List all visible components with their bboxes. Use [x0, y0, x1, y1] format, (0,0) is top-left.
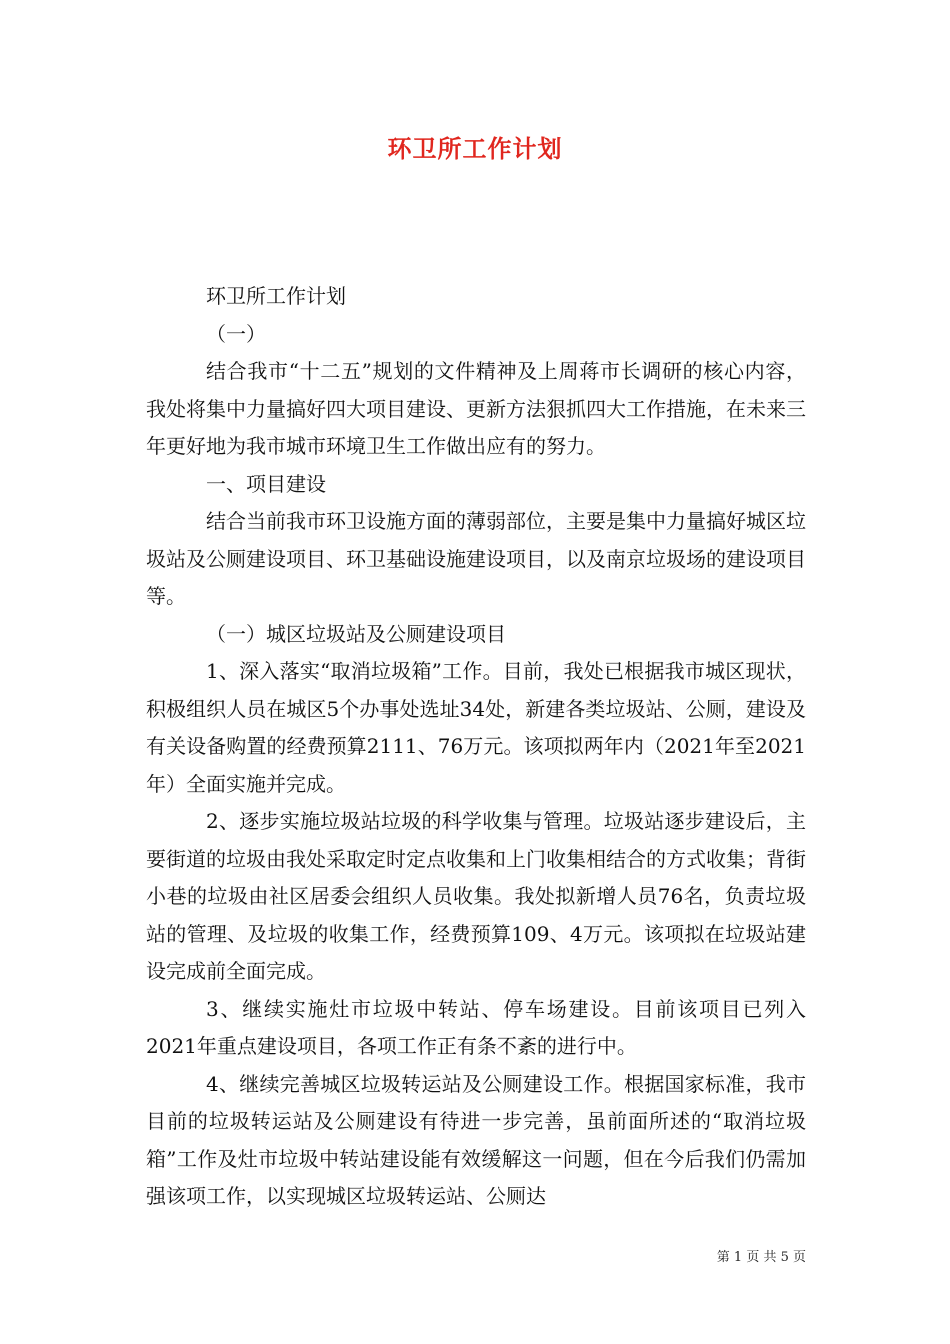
document-body: [146, 278, 806, 1216]
paragraph: 2、逐步实施垃圾站垃圾的科学收集与管理。垃圾站逐步建设后，主要街道的垃圾由我处采取定时定点收集和上门收集相结合的方式收集；背街小巷的垃圾由社区居委会组织人员收集。我处拟新增人员76名，负责垃圾站的管理、及垃圾的收集工作，经费预算109、4万元。该项拟在垃圾站建设完成前全面完成。: [146, 809, 806, 983]
section-heading: 一、项目建设: [206, 471, 326, 496]
document-title: 环卫所工作计划: [387, 134, 563, 163]
paragraph: 结合我市“十二五”规划的文件精神及上周蒋市长调研的核心内容，我处将集中力量搞好四大项目建设、更新方法狠抓四大工作措施，在未来三年更好地为我市城市环境卫生工作做出应有的努力。: [146, 359, 806, 458]
paragraph: 结合当前我市环卫设施方面的薄弱部位，主要是集中力量搞好城区垃圾站及公厕建设项目、环卫基础设施建设项目，以及南京垃圾场的建设项目等。: [146, 509, 806, 608]
paragraph: 3、继续实施灶市垃圾中转站、停车场建设。目前该项目已列入2021年重点建设项目，各项工作正有条不紊的进行中。: [146, 996, 806, 1058]
subsection-heading: （一）城区垃圾站及公厕建设项目: [206, 621, 506, 646]
page-number: 第 1 页 共 5 页: [716, 1250, 806, 1265]
paragraph: 1、深入落实“取消垃圾箱”工作。目前，我处已根据我市城区现状，积极组织人员在城区5个办事处选址34处，新建各类垃圾站、公厕，建设及有关设备购置的经费预算2111、76万元。该项拟两年内（2021年至2021年）全面实施并完成。: [146, 659, 806, 796]
paragraph-heading: 环卫所工作计划: [206, 284, 346, 308]
paragraph: 4、继续完善城区垃圾转运站及公厕建设工作。根据国家标准，我市目前的垃圾转运站及公厕建设有待进一步完善，虽前面所述的“取消垃圾箱”工作及灶市垃圾中转站建设能有效缓解这一问题，但在今后我们仍需加强该项工作，以实现城区垃圾转运站、公厕达: [146, 1071, 806, 1208]
paragraph-section-number: （一）: [206, 321, 266, 346]
